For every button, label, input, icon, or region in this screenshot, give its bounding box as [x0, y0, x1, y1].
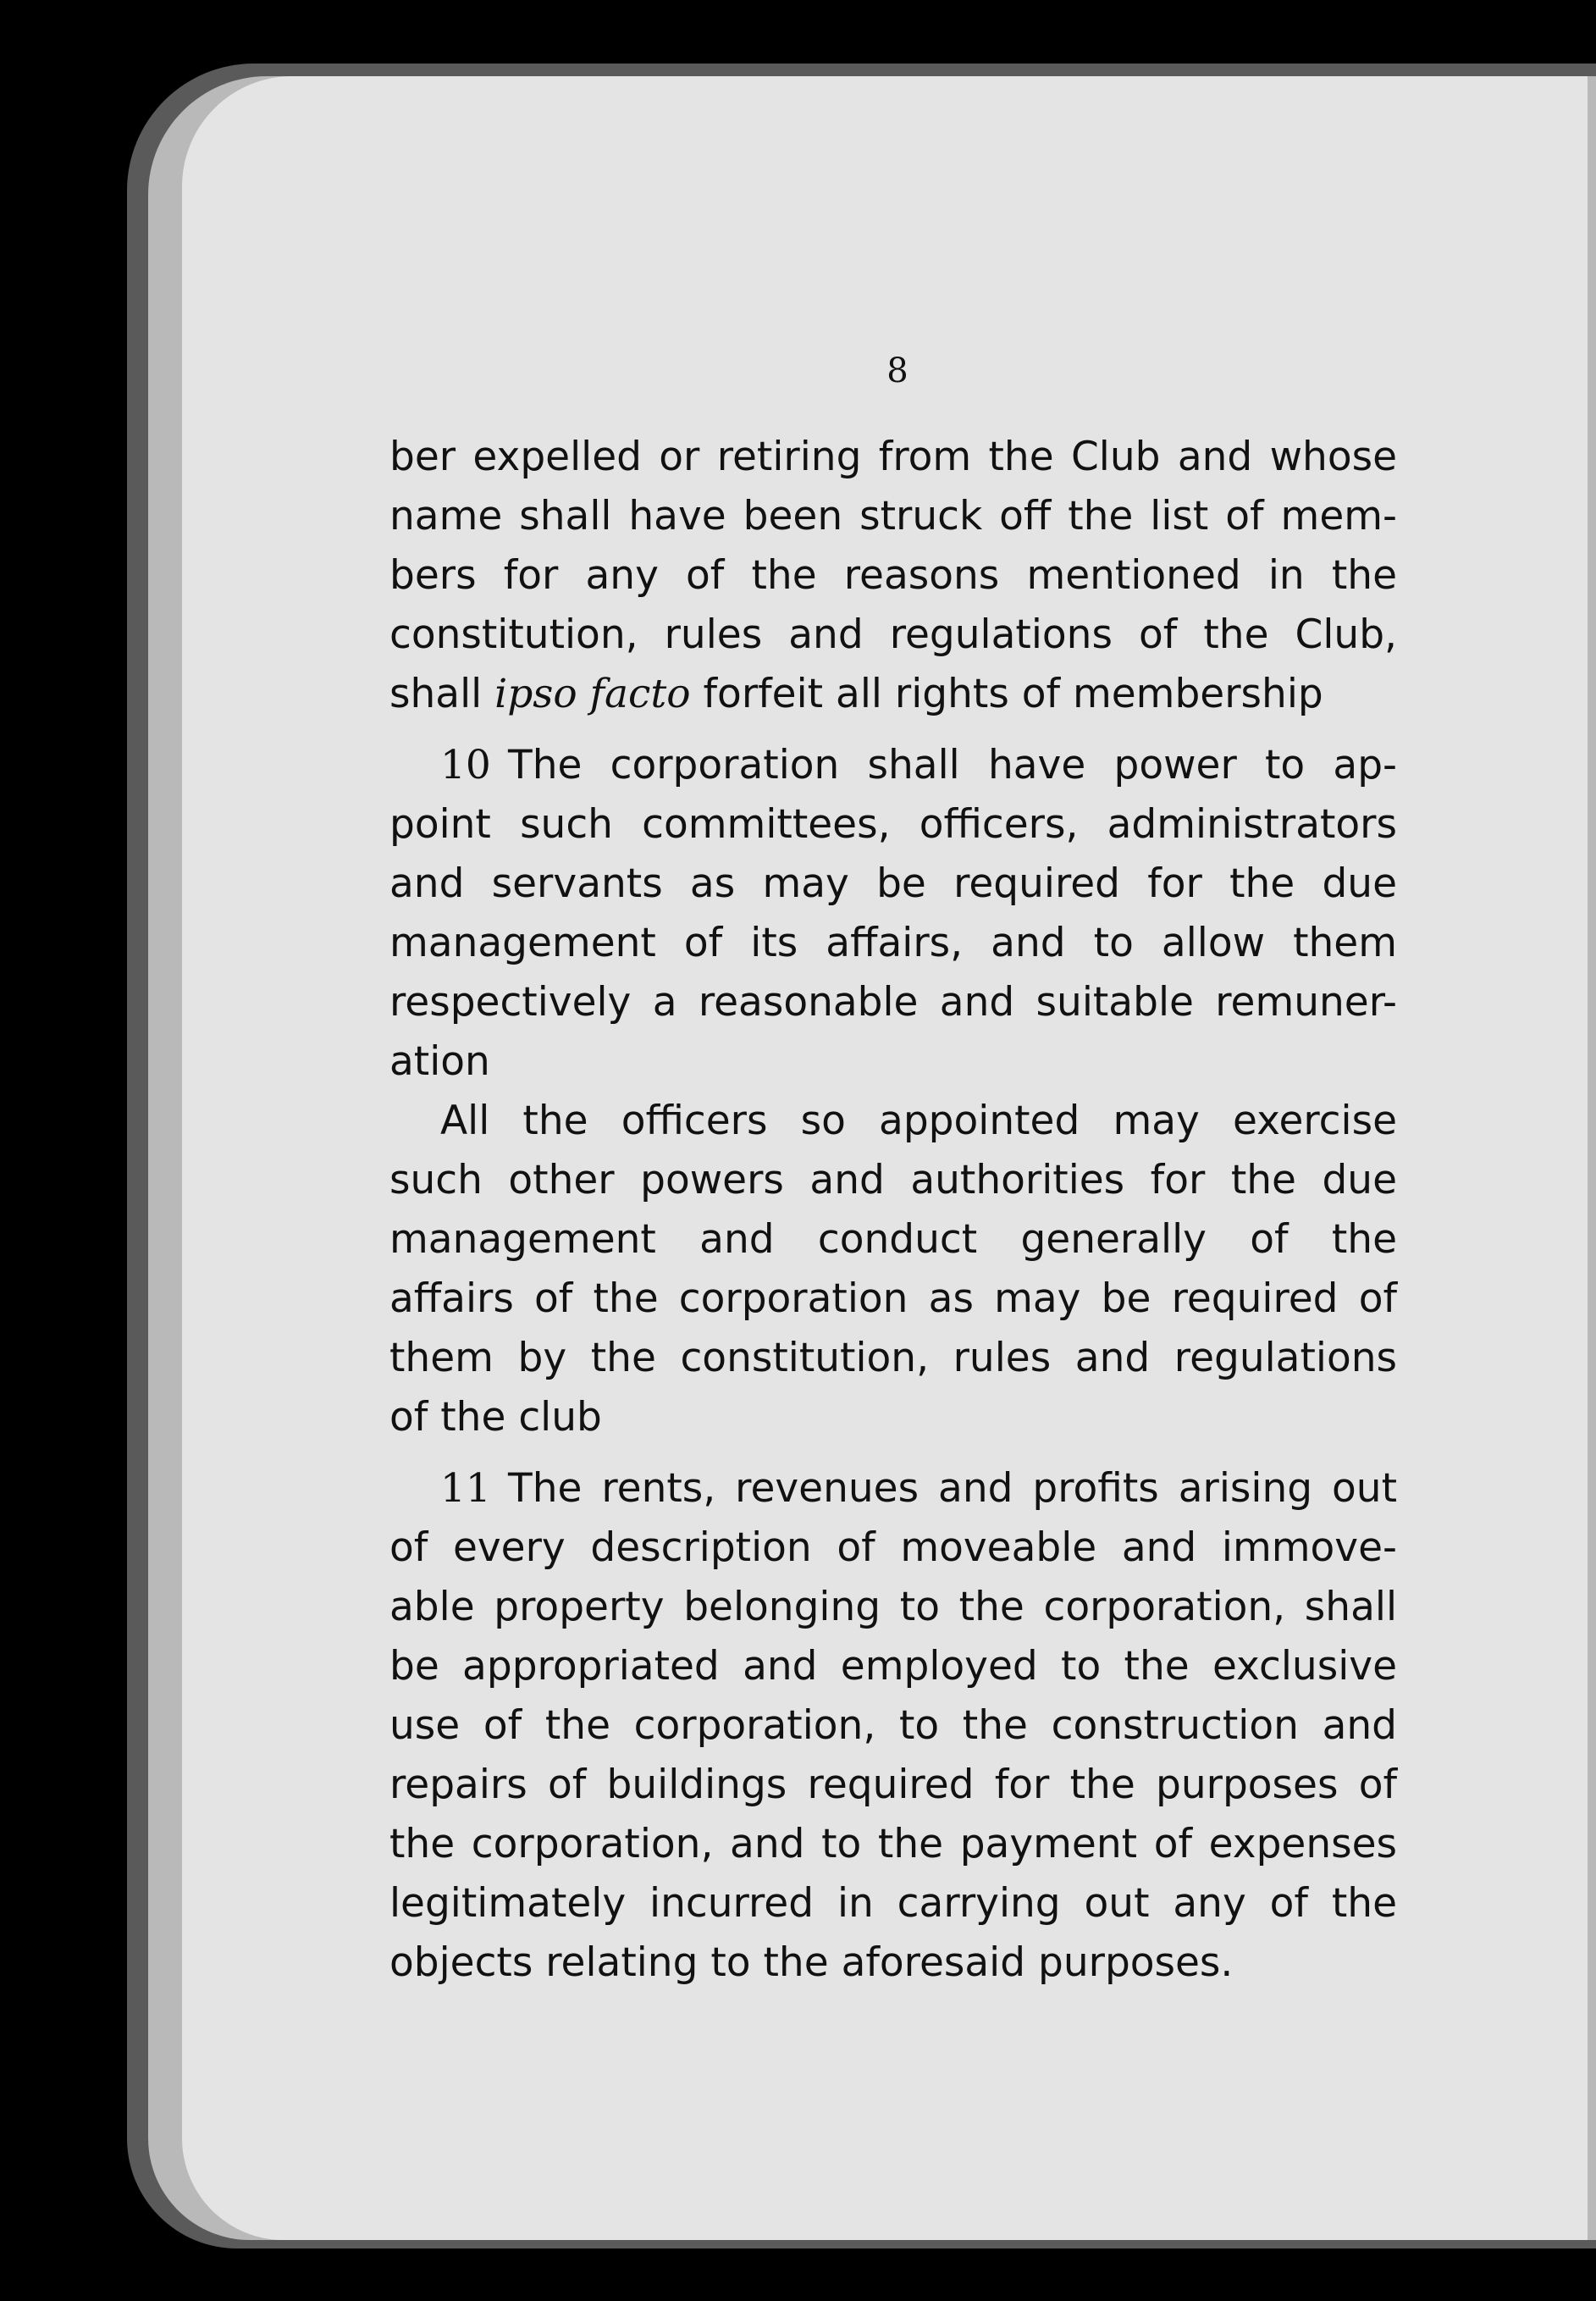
paragraph-officers	[389, 1092, 1397, 1447]
text-line: management and conduct generally of the	[389, 1216, 1397, 1263]
text-line: respectively a reasonable and suitable remuner-	[389, 979, 1397, 1026]
text-line: All the officers so appointed may exercise	[440, 1098, 1397, 1144]
text-line: affairs of the corporation as may be required of	[389, 1275, 1397, 1322]
text-line: the corporation, and to the payment of expenses	[389, 1821, 1397, 1867]
paragraph-section-11	[389, 1459, 1397, 1993]
body-text	[389, 428, 1397, 1993]
text-segment: The corporation shall have power to ap-	[508, 742, 1397, 788]
section-number: 11	[440, 1465, 491, 1512]
text-line: point such committees, officers, administrators	[389, 801, 1397, 848]
text-line: such other powers and authorities for the due	[389, 1157, 1397, 1203]
text-segment: shall	[389, 671, 483, 717]
text-line: and servants as may be required for the due	[389, 860, 1397, 907]
text-line: use of the corporation, to the construction and	[389, 1702, 1397, 1749]
text-line: be appropriated and employed to the exclusive	[389, 1643, 1397, 1690]
text-line	[389, 736, 1397, 795]
text-line: of the club	[389, 1394, 602, 1441]
italic-phrase: ipso facto	[494, 671, 691, 717]
text-line: able property belonging to the corporation, shall	[389, 1584, 1397, 1630]
text-line: objects relating to the aforesaid purposes.	[389, 1939, 1234, 1986]
text-line: name shall have been struck off the list of mem-	[389, 493, 1397, 539]
text-line: ber expelled or retiring from the Club and whose	[389, 434, 1397, 480]
text-line: repairs of buildings required for the purposes of	[389, 1762, 1397, 1808]
text-segment: The rents, revenues and profits arising out	[508, 1465, 1397, 1512]
text-line: them by the constitution, rules and regulations	[389, 1335, 1397, 1381]
text-line: of every description of moveable and immove-	[389, 1524, 1397, 1571]
section-number: 10	[440, 742, 491, 788]
text-line	[389, 665, 1397, 724]
text-line: management of its affairs, and to allow them	[389, 920, 1397, 966]
paragraph-section-10	[389, 736, 1397, 1092]
text-line	[389, 1459, 1397, 1518]
text-line: ation	[389, 1038, 490, 1085]
text-line: legitimately incurred in carrying out any of the	[389, 1880, 1397, 1927]
paragraph-continuation	[389, 428, 1397, 724]
text-line: constitution, rules and regulations of the Club,	[389, 611, 1397, 658]
text-segment: forfeit all rights of membership	[703, 671, 1323, 717]
text-line: bers for any of the reasons mentioned in the	[389, 552, 1397, 599]
page-number: 8	[886, 351, 908, 390]
